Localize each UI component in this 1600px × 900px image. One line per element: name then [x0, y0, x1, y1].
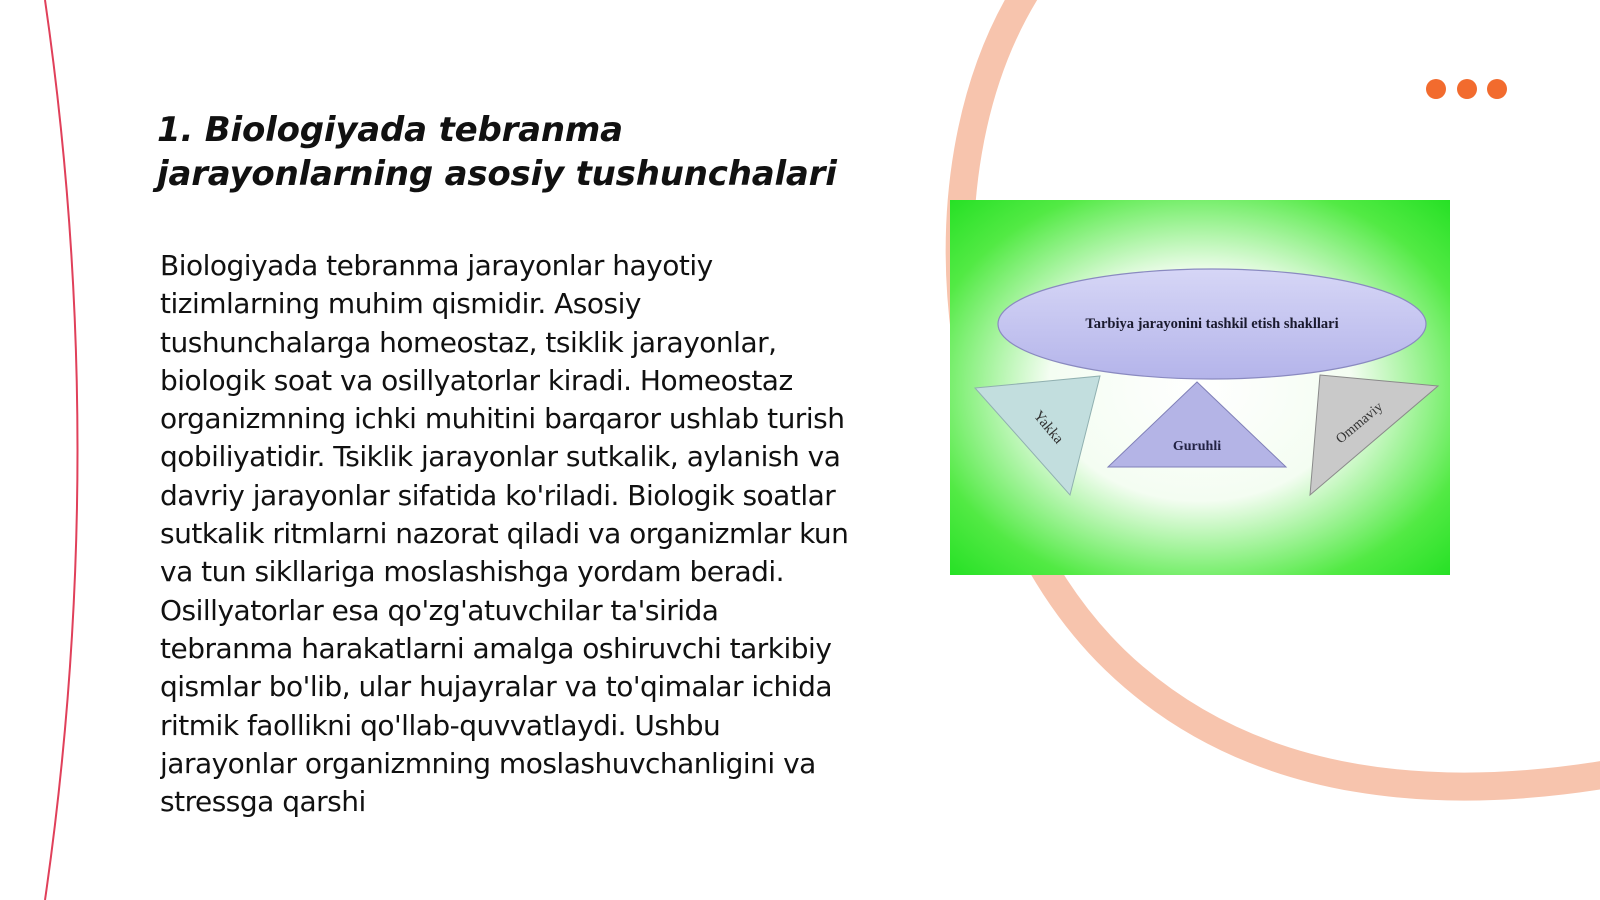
more-dots-icon [1426, 79, 1508, 101]
slide-title: 1. Biologiyada tebranma jarayonlarning asosiy tushunchalari [157, 110, 837, 194]
left-edge-rule [45, 0, 78, 900]
dot-2 [1457, 79, 1477, 99]
diagram-ellipse-label: Tarbiya jarayonini tashkil etish shakllari [1085, 316, 1339, 332]
diagram-image [950, 200, 1450, 575]
dot-1 [1426, 79, 1446, 99]
diagram-label-center: Guruhli [1172, 439, 1222, 454]
diagram-label-left: Yakka [1029, 407, 1067, 447]
diagram-label-right: Ommaviy [1333, 399, 1387, 448]
slide-body-text: Biologiyada tebranma jarayonlar hayotiy tizimlarning muhim qismidir. Asosiy tushunchalarga homeostaz, tsiklik jarayonlar, biologik soat va osillyatorlar kiradi. Homeostaz organizmning ichki muhitini barqaror ushlab turish qobiliyatidir. Tsiklik jarayonlar sutkalik, aylanish va davriy jarayonlar sifatida ko'riladi. Biologik soatlar sutkalik ritmlarni nazorat qiladi va organizmlar kun va tun sikllariga moslashishga yordam beradi. Osillyatorlar esa qo'zg'atuvchilar ta'sirida tebranma harakatlarni amalga oshiruvchi tarkibiy qismlar bo'lib, ular hujayralar va to'qimalar ichida ritmik faollikni qo'llab-quvvatlaydi. Ushbu jarayonlar organizmning moslashuvchanligini va stressga qarshi [160, 249, 849, 819]
dot-3 [1487, 79, 1507, 99]
